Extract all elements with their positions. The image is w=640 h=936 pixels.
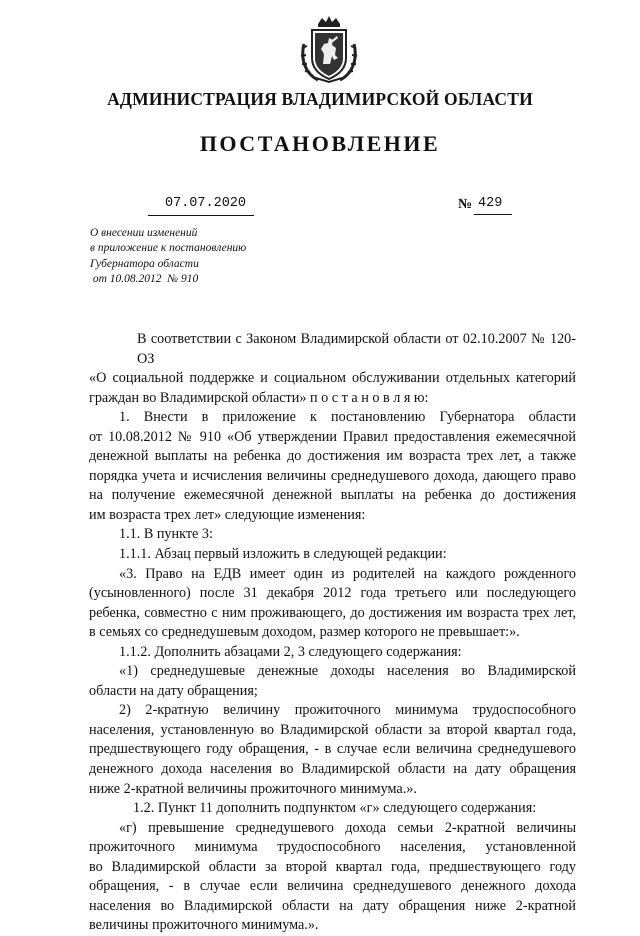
body-line: области на дату обращения;	[89, 682, 258, 699]
body-line: (усыновленного) после 31 декабря 2012 года третьего или последующего	[89, 585, 576, 602]
coat-of-arms-emblem	[296, 14, 362, 84]
document-type-title: ПОСТАНОВЛЕНИЕ	[199, 131, 441, 156]
document-body	[89, 330, 576, 936]
body-line: от 10.08.2012 № 910 «Об утверждении Правил предоставления ежемесячной	[89, 428, 576, 445]
body-line: предшествующего году обращения, - в случае если величина среднедушевого	[89, 741, 576, 758]
body-line: 1. Внести в приложение к постановлению Губернатора области	[119, 409, 576, 426]
subject-line: О внесении изменений	[90, 227, 198, 239]
document-number-label: №	[458, 197, 473, 212]
body-line: В соответствии с Законом Владимирской области от 02.10.2007 № 120-ОЗ	[137, 331, 576, 367]
body-line: «1) среднедушевые денежные доходы населения во Владимирской	[119, 663, 576, 680]
document-number: 429	[478, 196, 503, 211]
body-line: в семьях со среднедушевым доходом, размер которого не превышает:».	[89, 624, 520, 641]
body-line: населения во Владимирской области на дату обращения ниже 2-кратной	[89, 897, 576, 914]
body-line: 1.1. В пункте 3:	[119, 526, 213, 543]
body-line: 1.1.1. Абзац первый изложить в следующей редакции:	[119, 546, 447, 563]
body-line: 2) 2-кратную величину прожиточного минимума трудоспособного	[119, 702, 576, 719]
document-date: 07.07.2020	[165, 196, 247, 211]
body-line: денежного дохода населения во Владимирской области на дату обращения	[89, 761, 576, 778]
body-line: на получение ежемесячной денежной выплаты на ребенка до достижения	[89, 487, 576, 504]
subject-line: от 10.08.2012 № 910	[90, 272, 199, 285]
body-line: ниже 2-кратной величины прожиточного минимума.».	[89, 780, 417, 797]
body-line: ребенка, совместно с ним проживающего, до достижения им возраста трех лет,	[89, 604, 576, 621]
body-line: им возраста трех лет» следующие изменения:	[89, 506, 366, 523]
organization-name: АДМИНИСТРАЦИЯ ВЛАДИМИРСКОЙ ОБЛАСТИ	[107, 89, 533, 109]
body-line: населения, установленную во Владимирской области за второй квартал года,	[89, 721, 576, 738]
body-line: «3. Право на ЕДВ имеет один из родителей на каждого рожденного	[119, 565, 576, 582]
body-line: «г) превышение среднедушевого дохода семьи 2-кратной величины	[119, 819, 576, 836]
subject-line: в приложение к постановлению	[90, 242, 247, 255]
body-line: порядка учета и исчисления величины среднедушевого дохода, дающего право	[89, 467, 576, 484]
number-underline	[474, 214, 512, 215]
date-underline	[148, 215, 254, 216]
body-line: 1.1.2. Дополнить абзацами 2, 3 следующего содержания:	[119, 643, 462, 660]
subject-line: Губернатора области	[90, 257, 199, 270]
body-line: граждан во Владимирской области» п о с т а н о в л я ю:	[89, 389, 429, 406]
body-line: «О социальной поддержке и социальном обслуживании отдельных категорий	[89, 370, 576, 387]
body-line: величины прожиточного минимума.».	[89, 917, 319, 934]
body-line: во Владимирской области за второй квартал года, предшествующего году	[89, 858, 576, 875]
body-line: обращения, - в случае если величина среднедушевого денежного дохода	[89, 878, 576, 895]
body-line: 1.2. Пункт 11 дополнить подпунктом «г» следующего содержания:	[133, 800, 537, 817]
document-subject	[90, 226, 246, 287]
body-line: денежной выплаты на ребенка до достижения им возраста трех лет, а также	[89, 448, 576, 465]
body-line: прожиточного минимума трудоспособного населения, установленной	[89, 839, 576, 856]
